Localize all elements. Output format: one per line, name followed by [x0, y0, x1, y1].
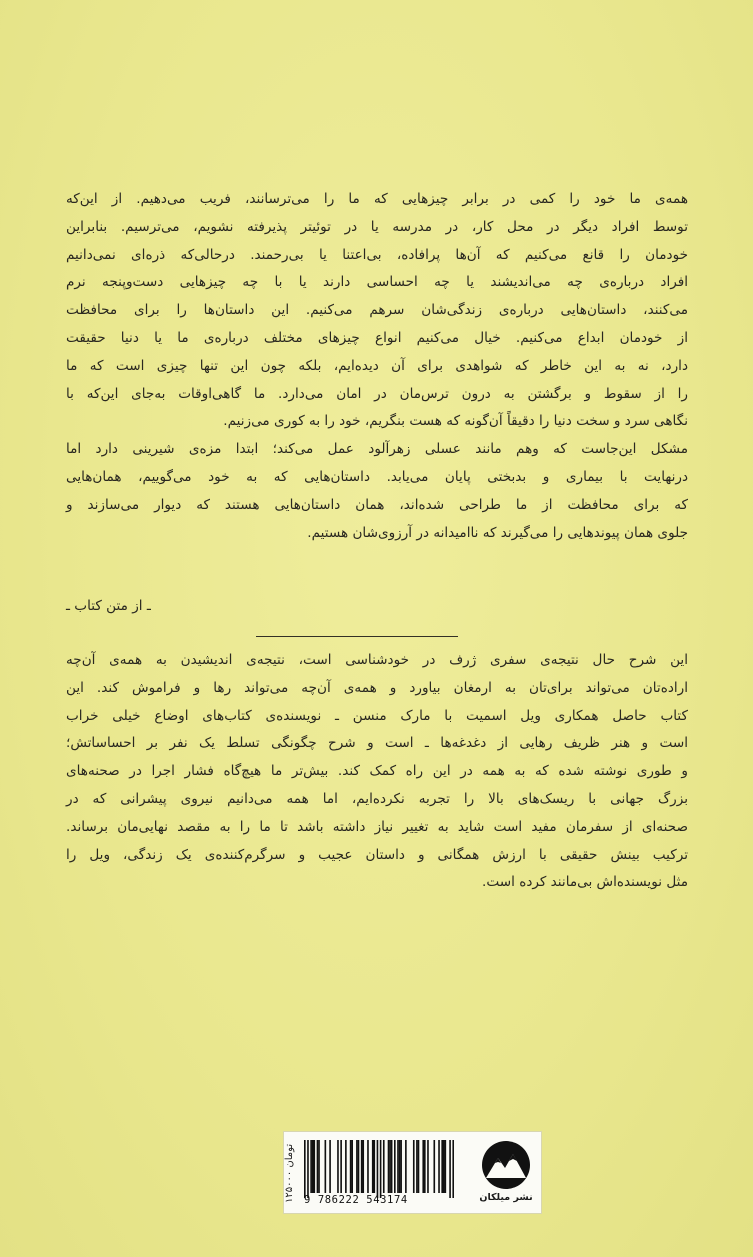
- quote-text-block: [66, 186, 688, 547]
- section-divider: [256, 636, 458, 637]
- text-line: بزرگ جهانی با ریسک‌های بالا را تجربه نکرده‌ایم، اما همه می‌دانیم نیروی پیشرانی که در: [66, 790, 688, 807]
- barcode-bar: [397, 1140, 399, 1193]
- price-label: ۱۲۵۰۰۰ تومان: [284, 1143, 295, 1203]
- barcode-bar: [313, 1140, 315, 1193]
- text-line: افراد درباره‌ی چه می‌اندیشند یا چه احساسی دارند یا با چه چیزهایی دست‌وپنجه نرم: [66, 274, 688, 291]
- barcode-bar: [345, 1140, 347, 1193]
- barcode-bar: [441, 1140, 443, 1193]
- isbn-digits: 9 786222 543174: [304, 1194, 408, 1206]
- barcode-bar: [422, 1140, 424, 1193]
- barcode-bar: [424, 1140, 426, 1193]
- barcode-bar: [340, 1140, 342, 1193]
- barcode-bar: [418, 1140, 420, 1193]
- barcode-bar: [405, 1140, 407, 1193]
- barcode-bar: [351, 1140, 353, 1193]
- text-line: و طوری نوشته شده که به همه در این راه کمک کند. بیش‌تر ما هیچ‌گاه فشار اجرا در صحنه‌های: [66, 763, 688, 780]
- barcode-bar: [383, 1140, 385, 1193]
- publisher-name: نشر میلکان: [479, 1192, 533, 1203]
- text-line: جلوی همان پیوندهایی را می‌گیرند که ناامیدانه در آرزوی‌شان هستیم.: [307, 524, 688, 541]
- barcode-bar: [427, 1140, 429, 1193]
- barcode-bar: [452, 1140, 454, 1198]
- description-text-block: [66, 647, 688, 897]
- barcode-bar: [304, 1140, 306, 1198]
- barcode-bar: [373, 1140, 375, 1193]
- barcode-bar: [416, 1140, 418, 1193]
- barcode-bar: [312, 1140, 314, 1193]
- barcode-bar: [372, 1140, 374, 1193]
- barcode-bar: [358, 1140, 360, 1193]
- text-line: درنهایت با بیماری و بدبختی پایان می‌یابد. داستان‌هایی که به خود می‌گوییم، همان‌هایی: [66, 468, 688, 485]
- barcode-bar: [443, 1140, 445, 1193]
- text-line: این شرح حال نتیجه‌ی سفری ژرف در خودشناسی است، نتیجه‌ی اندیشیدن به همه‌ی آن‌چه: [66, 652, 688, 668]
- barcode-bar: [310, 1140, 312, 1193]
- isbn-barcode: [304, 1140, 454, 1200]
- barcode-bar: [400, 1140, 402, 1193]
- barcode-bar: [318, 1140, 320, 1193]
- barcode-bar: [449, 1140, 451, 1198]
- barcode-bar: [399, 1140, 401, 1193]
- text-line: همه‌ی ما خود را کمی در برابر چیزهایی که ما را می‌ترسانند، فریب می‌دهیم. از این‌که: [66, 191, 688, 207]
- barcode-bar: [367, 1140, 369, 1193]
- barcode-bar: [394, 1140, 396, 1193]
- barcode-bar: [413, 1140, 415, 1193]
- text-line: را از سقوط و برگشتن به درون ترس‌مان در امان می‌دارد. ما گاهی‌اوقات به‌جای این‌که با: [66, 385, 688, 402]
- barcode-bar: [380, 1140, 382, 1198]
- barcode-bar: [337, 1140, 339, 1193]
- barcode-bar: [317, 1140, 319, 1193]
- quote-source-label: ـ از متن کتاب ـ: [66, 598, 151, 614]
- text-line: ترکیب بینش حقیقی با ارزش همگانی و داستان عجیب و سرگرم‌کننده‌ی یک زندگی، ویل را: [66, 846, 688, 863]
- barcode-bar: [362, 1140, 364, 1193]
- text-line: که برای محافظت از ما طراحی شده‌اند، همان داستان‌هایی هستند که دیوار می‌سازند و: [66, 496, 688, 513]
- barcode-bar: [389, 1140, 391, 1193]
- text-line: توسط افراد دیگر در محل کار، در مدرسه یا در توئیتر پذیرفته نشویم، می‌ترسیم. بنابراین: [66, 218, 688, 235]
- barcode-bar: [361, 1140, 363, 1193]
- barcode-bar: [433, 1140, 435, 1193]
- text-line: مشکل این‌جاست که وهم مانند عسلی زهرآلود عمل می‌کند؛ ابتدا مزه‌ی شیرینی دارد اما: [66, 441, 688, 458]
- text-line: نگاهی سرد و سخت دنیا را دقیقاً آن‌گونه که هست بنگریم، خود را به کوری می‌زنیم.: [223, 413, 688, 430]
- barcode-bar: [377, 1140, 379, 1198]
- text-line: صحنه‌ای از سفرمان مفید است شاید به تغییر نیاز داشته باشد تا ما را به مقصد نهایی‌مان برساند.: [66, 818, 688, 835]
- barcode-bar: [356, 1140, 358, 1193]
- text-line: خودمان را قانع می‌کنیم که آن‌ها پرافاده، بی‌اعتنا یا بی‌رحمند. درحالی‌که ذره‌ای نمی‌دانیم: [66, 246, 688, 263]
- barcode-bar: [329, 1140, 331, 1193]
- mountains-logo-icon: [480, 1140, 532, 1190]
- barcode-bar: [325, 1140, 327, 1193]
- barcode-bar: [445, 1140, 447, 1193]
- publisher-logo: [476, 1138, 536, 1208]
- text-line: اراده‌تان می‌تواند برای‌تان به ارمغان بیاورد و همه‌ی آن‌چه می‌تواند رها و فراموش کند. این: [66, 679, 688, 696]
- barcode-bar: [438, 1140, 440, 1193]
- barcode-bar: [350, 1140, 352, 1193]
- barcode-bar: [391, 1140, 393, 1193]
- barcode-bar: [307, 1140, 309, 1198]
- text-line: دارد، نه به این خاطر که شواهدی برای آن دیده‌ایم، بلکه چون این تنها چیزی است که ما: [66, 357, 688, 374]
- text-line: می‌کنند، داستان‌هایی درباره‌ی زندگی‌شان سرهم می‌کنیم. این داستان‌ها را برای محافظت: [66, 302, 688, 319]
- text-line: از خودمان ابداع می‌کنیم. خیال می‌کنیم انواع چیزهای مختلف درباره‌ی ما یا دنیا حقیقت: [66, 329, 688, 346]
- text-line: کتاب حاصل همکاری ویل اسمیت با مارک منسن ـ نویسنده‌ی کتاب‌های اوضاع خیلی خراب: [66, 707, 688, 724]
- barcode-panel: [283, 1131, 542, 1214]
- text-line: مثل نویسنده‌اش بی‌مانند کرده است.: [482, 874, 688, 891]
- barcode-bar: [388, 1140, 390, 1193]
- text-line: است و هنر ظریف رهایی از دغدغه‌ها ـ است و شرح چگونگی تسلط یک نفر بر احساساتش؛: [66, 735, 688, 752]
